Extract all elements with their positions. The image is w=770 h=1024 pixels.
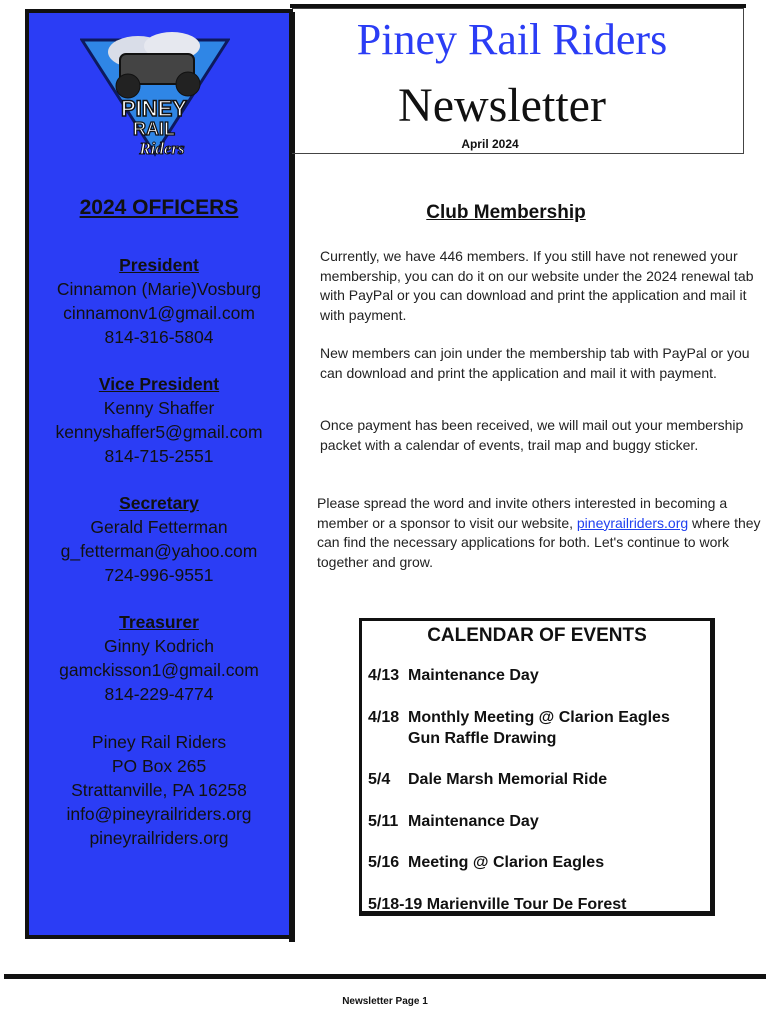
membership-paragraph [317,494,763,572]
wheel-icon [116,74,140,98]
event-title: Maintenance Day [408,813,539,830]
membership-paragraph: Currently, we have 446 members. If you still have not renewed your membership, you can do it on our website under the 2024 renewal tab with PayPal or you can download and print the application and mail it with payment. [320,248,754,323]
issue-date: April 2024 [461,137,519,151]
masthead-title: Piney Rail Riders [356,15,668,64]
officer-role: Secretary [119,493,199,513]
officer-phone: 724-996-9551 [104,565,214,585]
event-date: 5/16 [368,854,400,871]
officer-phone: 814-316-5804 [104,327,214,347]
calendar-event [368,707,708,749]
officer-phone: 814-715-2551 [104,446,214,466]
officers-title: 2024 OFFICERS [79,196,239,219]
logo-text-piney: PINEY [120,96,188,121]
officer-role: President [119,255,199,275]
officer-phone: 814-229-4774 [104,684,214,704]
officer-name: Gerald Fetterman [90,517,228,537]
calendar-event [368,811,708,832]
address-city: Strattanville, PA 16258 [71,780,247,800]
club-logo [80,22,230,162]
calendar-heading: CALENDAR OF EVENTS [427,625,647,646]
event-date: 4/18 [368,709,400,726]
event-subtitle: Gun Raffle Drawing [408,730,557,747]
event-date: 5/4 [368,771,391,788]
calendar-event [368,852,708,873]
event-title: Dale Marsh Memorial Ride [408,771,608,788]
page-footer: Newsletter Page 1 [342,996,428,1007]
officer-role: Vice President [98,374,220,394]
calendar-event [368,894,708,915]
website-link[interactable]: pineyrailriders.org [576,514,689,531]
membership-paragraph: New members can join under the membership tab with PayPal or you can download and print the application and mail it with payment. [320,345,750,381]
officer-treasurer [29,610,289,706]
event-title: Maintenance Day [408,667,539,684]
officer-name: Ginny Kodrich [104,636,214,656]
paragraph-text: Please spread the word and invite others interested in becoming a member or a sponsor to visit our website, [317,495,728,531]
wheel-icon [176,72,200,96]
calendar-event [368,665,708,686]
masthead-subtitle: Newsletter [398,79,606,132]
event-title: Monthly Meeting @ Clarion Eagles [408,709,670,726]
address-website[interactable]: pineyrailriders.org [89,828,229,848]
officer-email[interactable]: g_fetterman@yahoo.com [60,541,258,561]
officer-vice-president [29,372,289,468]
event-title: Marienville Tour De Forest [426,896,627,913]
paragraph-text: where they can find the necessary applications for both. Let's continue to work together and grow. [317,514,761,570]
officer-role: Treasurer [119,612,199,632]
officer-secretary [29,491,289,587]
event-date: 5/11 [368,813,399,830]
address-box: PO Box 265 [111,756,207,776]
membership-paragraph: Once payment has been received, we will mail out your membership packet with a calendar of events, trail map and buggy sticker. [320,417,744,453]
event-date: 5/18-19 [368,896,423,913]
officer-name: Kenny Shaffer [103,398,215,418]
calendar-event [368,769,708,790]
logo-text-riders: Riders [139,139,185,158]
address-org: Piney Rail Riders [91,732,227,752]
officer-president [29,253,289,349]
event-title: Meeting @ Clarion Eagles [408,854,605,871]
address-email[interactable]: info@pineyrailriders.org [66,804,252,824]
membership-heading: Club Membership [426,202,586,223]
event-date: 4/13 [368,667,400,684]
club-address [29,730,289,850]
bottom-rule [4,974,766,979]
officer-email[interactable]: kennyshaffer5@gmail.com [55,422,263,442]
officer-email[interactable]: gamckisson1@gmail.com [59,660,259,680]
logo-text-rail: RAIL [133,119,175,139]
officer-email[interactable]: cinnamonv1@gmail.com [63,303,255,323]
officer-name: Cinnamon (Marie)Vosburg [56,279,262,299]
